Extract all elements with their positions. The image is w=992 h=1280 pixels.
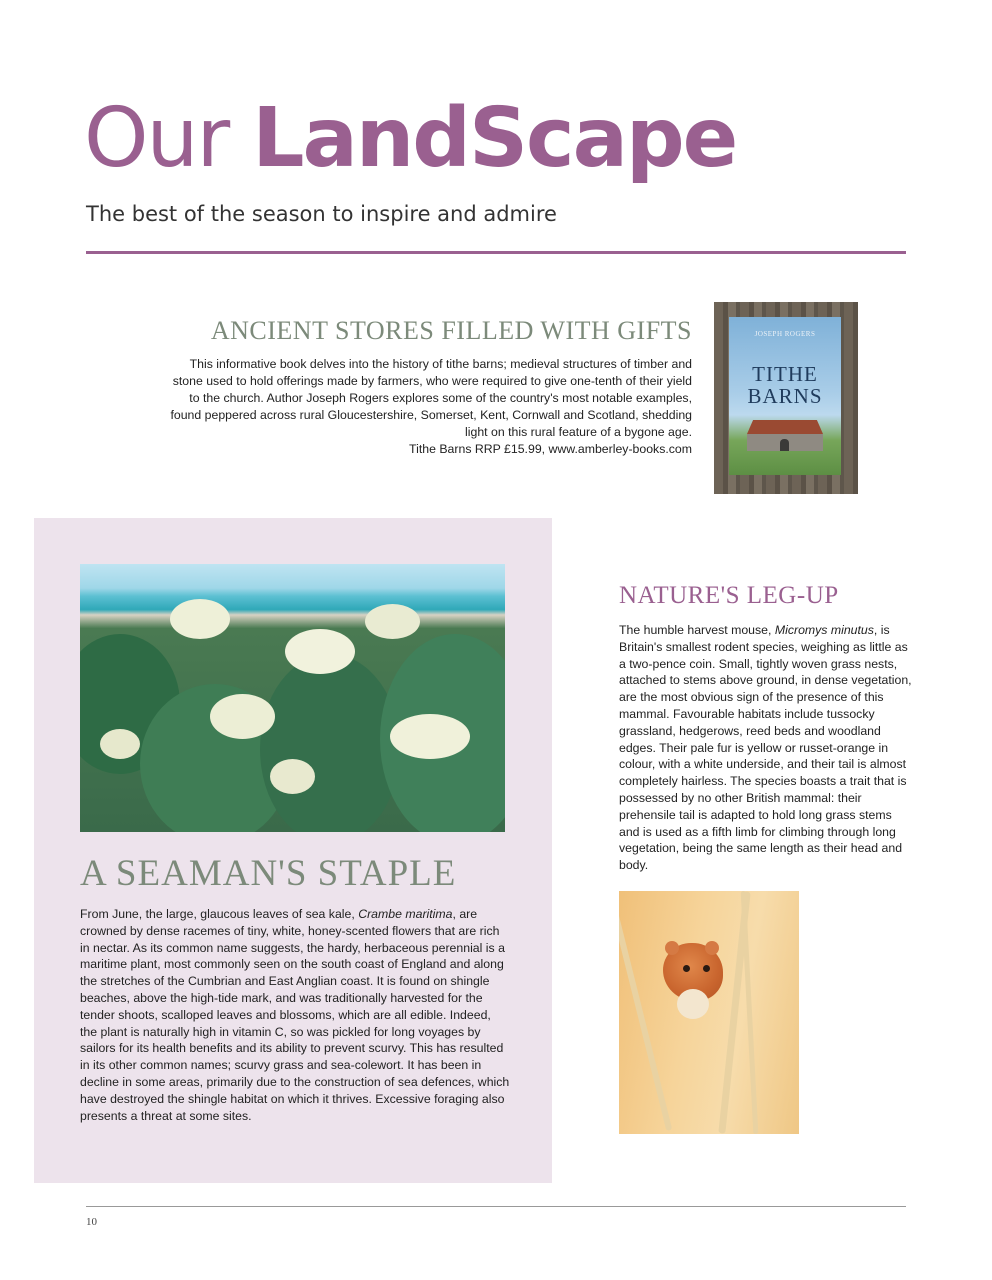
seamans-staple-heading: A SEAMAN'S STAPLE [80, 853, 457, 894]
page-number: 10 [86, 1216, 97, 1228]
title-light: Our [84, 91, 253, 186]
book-author: JOSEPH ROGERS [754, 330, 816, 338]
natures-text-part1: The humble harvest mouse, [619, 623, 775, 637]
kale-flower [170, 599, 230, 639]
ancient-stores-body [160, 356, 692, 458]
header-divider [86, 251, 906, 254]
section-subtitle: The best of the season to inspire and admire [86, 202, 557, 226]
footer-divider [86, 1206, 906, 1207]
kale-flower [210, 694, 275, 739]
harvest-mouse-photo [619, 891, 799, 1134]
natures-legup-heading: NATURE'S LEG-UP [619, 582, 839, 609]
sea-kale-photo [80, 564, 505, 832]
mouse-ear [665, 941, 679, 955]
mouse-eye [703, 965, 710, 972]
book-title-line1: TITHE [752, 362, 818, 386]
magazine-section-title [84, 91, 737, 186]
seamans-staple-body [80, 906, 510, 1124]
book-cover [729, 317, 841, 475]
mouse-eye [683, 965, 690, 972]
barn-door [780, 439, 789, 451]
sea-kale-species: Crambe maritima [358, 907, 453, 921]
kale-leaf [260, 654, 400, 832]
natures-text-part2: , is Britain's smallest rodent species, weighing as little as a two-pence coin. Small, tightly woven grass nests, attached to stems above ground, in dense vegetation, are the most obvious sign of the presence of this mammal. Favourable habitats include tussocky grassland, hedgerows, reed beds and woodland edges. Their pale fur is yellow or russet-orange in colour, with a white underside, and their tail is almost completely hairless. The species boasts a trait that is possessed by no other British mammal: their prehensile tail is adapted to hold long grass stems and is used as a fifth limb for climbing through long vegetation, being the same length as their head and body. [619, 623, 912, 873]
book-cover-image [714, 302, 858, 494]
natures-legup-body [619, 622, 915, 874]
kale-flower [365, 604, 420, 639]
grass-stem [619, 894, 672, 1131]
kale-flower [100, 729, 140, 759]
seamans-text-part1: From June, the large, glaucous leaves of sea kale, [80, 907, 359, 921]
book-title-line2: BARNS [747, 384, 823, 408]
grass-stem [741, 891, 759, 1134]
ancient-stores-heading: ANCIENT STORES FILLED WITH GIFTS [210, 316, 692, 345]
book-credit: Tithe Barns RRP £15.99, www.amberley-books.com [409, 442, 692, 456]
book-title [729, 363, 841, 407]
barn-roof [747, 420, 823, 434]
title-bold: LandScape [252, 91, 737, 186]
kale-flower [270, 759, 315, 794]
harvest-mouse-species: Micromys minutus [774, 623, 874, 637]
mouse-ear [705, 941, 719, 955]
seamans-text-part2: , are crowned by dense racemes of tiny, white, honey-scented flowers that are rich in nectar. As its common name suggests, the hardy, herbaceous perennial is a maritime plant, most commonly seen on the south coast of England and along the stretches of the Cumbrian and East Anglian coast. It is found on shingle beaches, above the high-tide mark, and was traditionally harvested for the tender shoots, scalloped leaves and blossoms, which are all edible. Indeed, the plant is naturally high in vitamin C, so was pickled for long voyages by sailors for its health benefits and its ability to prevent scurvy. This has resulted in its other common names; scurvy grass and sea-colewort. It has been in decline in some areas, primarily due to the construction of sea defences, which have destroyed the shingle habitat on which it thrives. Excessive foraging also presents a threat at some sites. [80, 907, 510, 1123]
ancient-stores-text: This informative book delves into the history of tithe barns; medieval structures of timber and stone used to hold offerings made by farmers, who were required to give one-tenth of their yield to the church. Author Joseph Rogers explores some of the country's most notable examples, found peppered across rural Gloucestershire, Somerset, Kent, Cornwall and Scotland, shedding light on this rural feature of a bygone age. [170, 357, 692, 439]
mouse-belly [677, 989, 709, 1019]
kale-flower [285, 629, 355, 674]
kale-flower [390, 714, 470, 759]
